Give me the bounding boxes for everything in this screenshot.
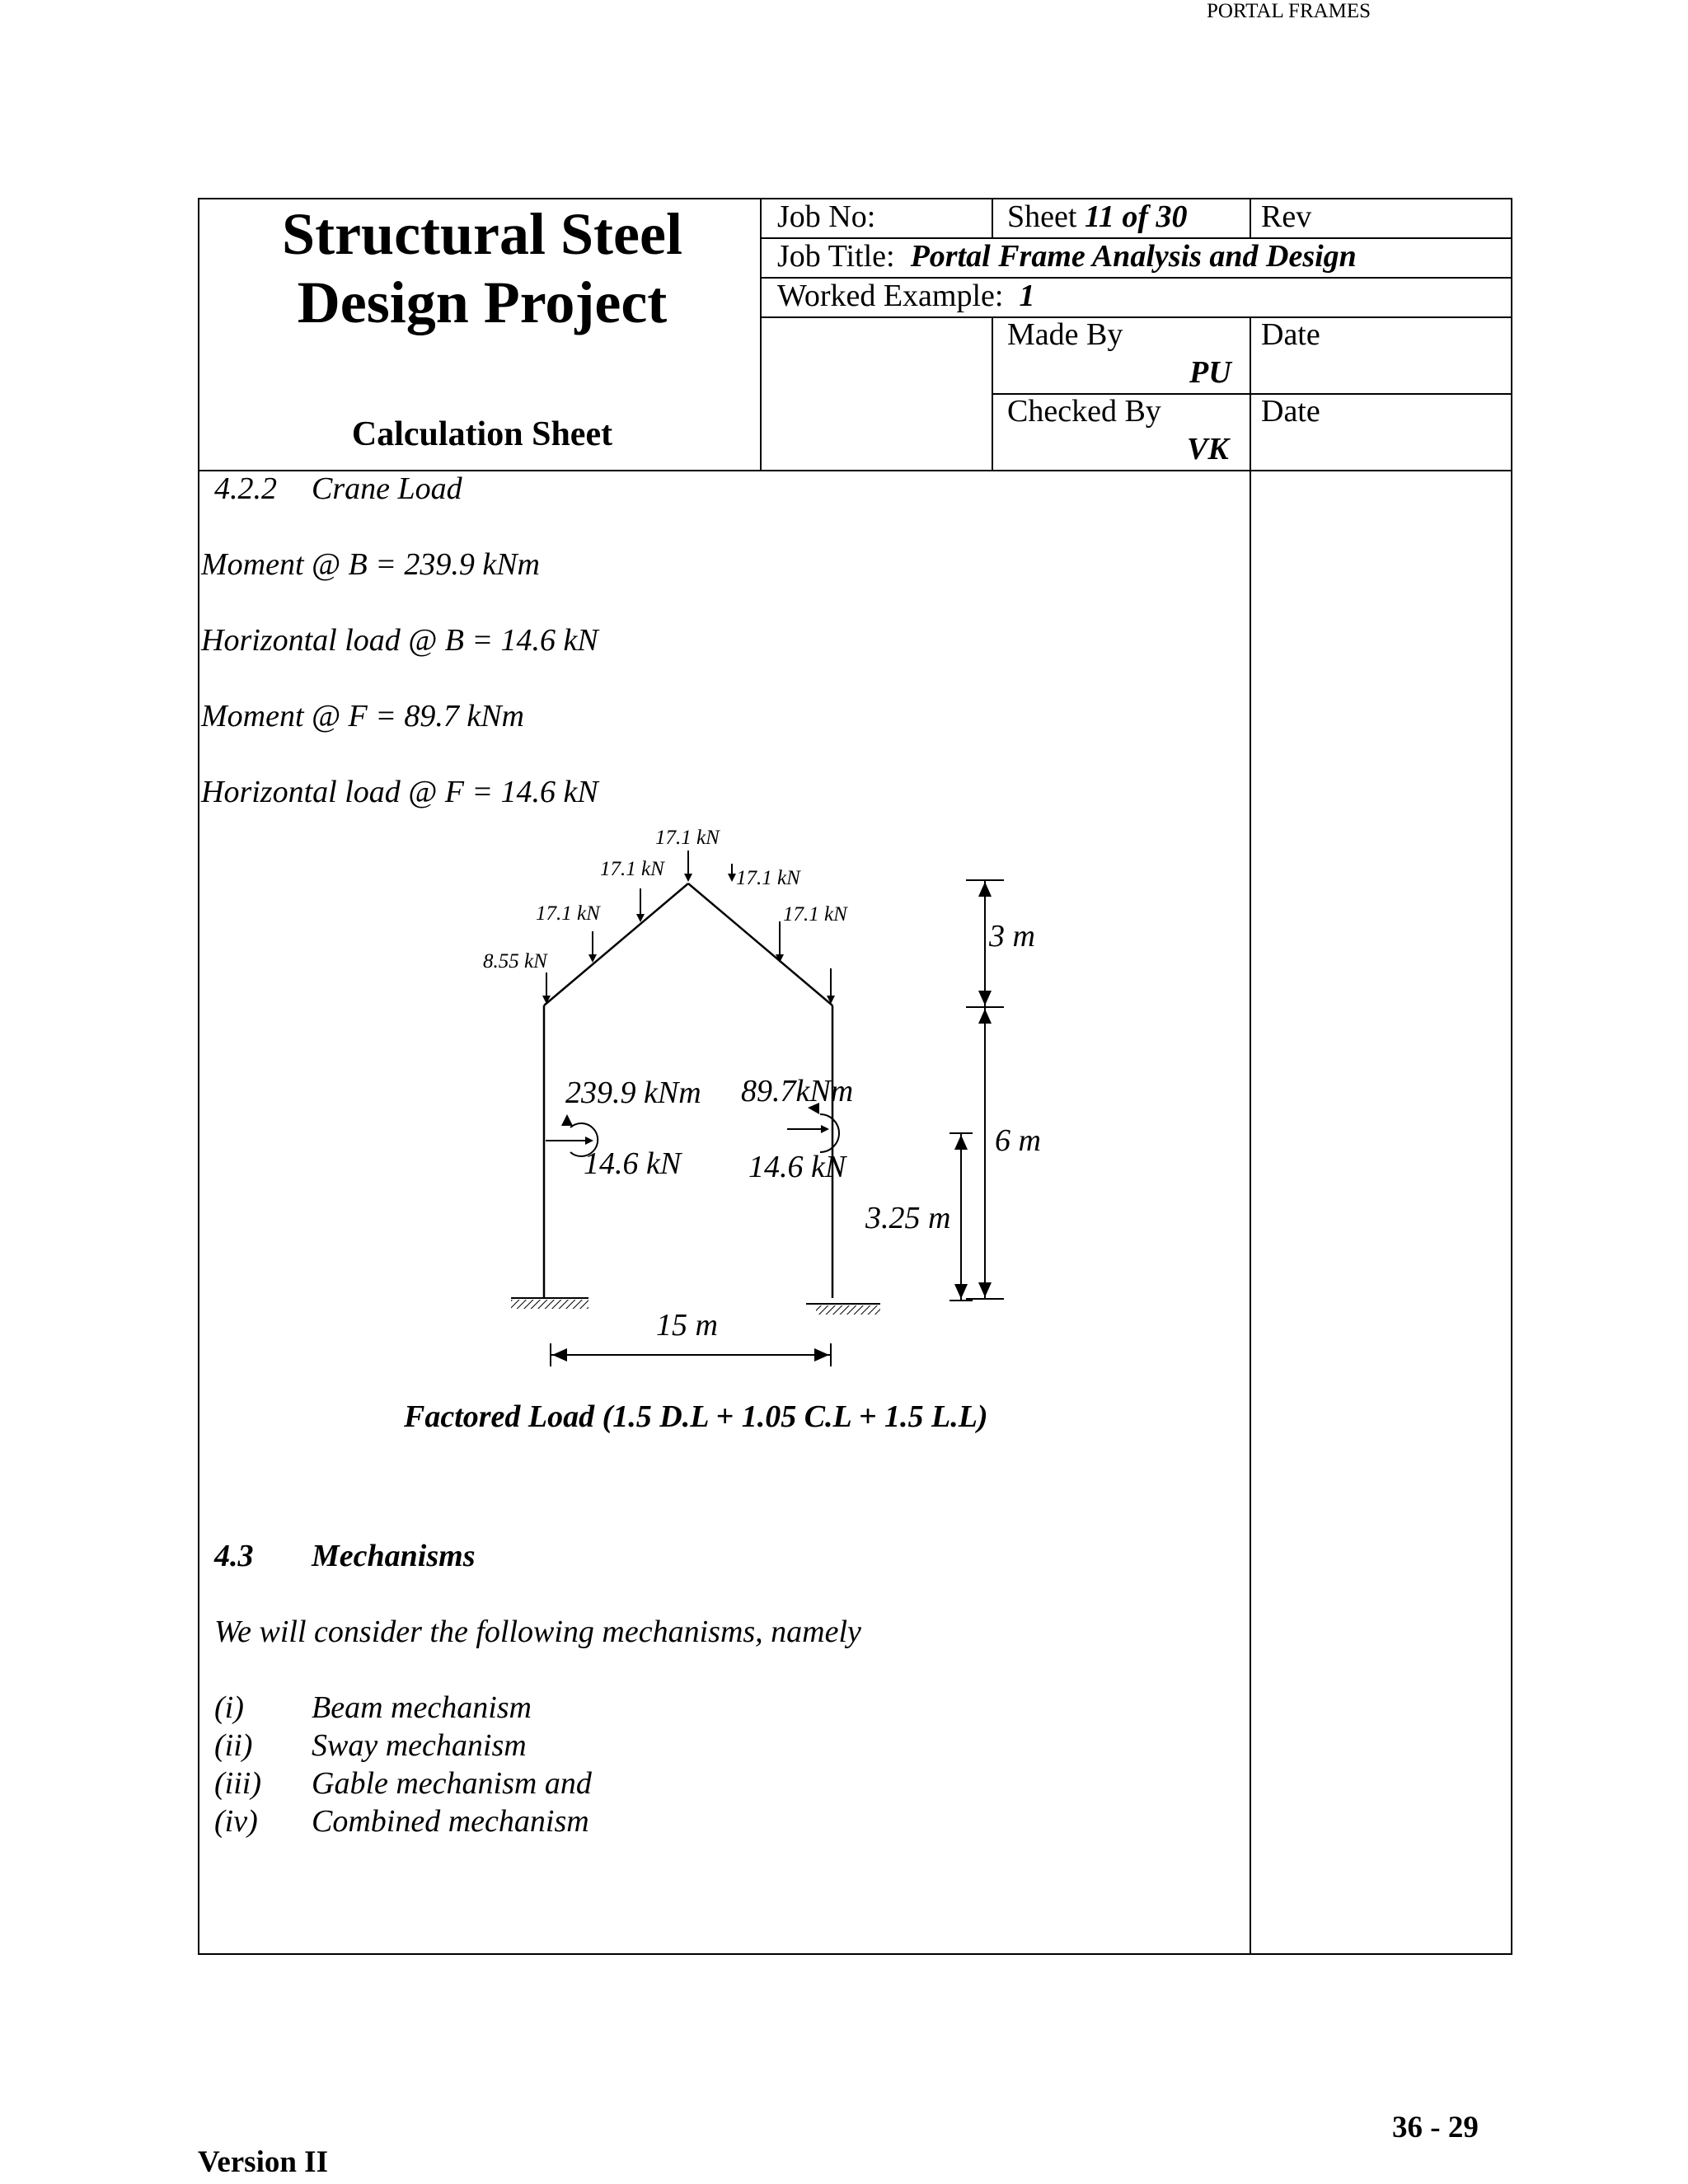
right-rafter	[688, 883, 832, 1005]
list-item-number: (iv)	[214, 1804, 258, 1839]
horizontal-load-left-label: 14.6 kN	[584, 1146, 682, 1181]
mid-load-label: 17.1 kN	[536, 902, 600, 925]
apex-load-label: 17.1 kN	[655, 827, 720, 849]
list-item: Gable mechanism and	[312, 1766, 592, 1801]
list-item-number: (ii)	[214, 1728, 253, 1763]
version-label: Version II	[198, 2145, 328, 2179]
dim-crane-height: 3.25 m	[865, 1201, 951, 1235]
checked-by-value: VK	[1187, 432, 1229, 466]
rev-label: Rev	[1261, 199, 1312, 234]
horizontal-load-right-label: 14.6 kN	[748, 1150, 846, 1184]
fixed-support-right	[806, 1304, 880, 1315]
job-title-value: Portal Frame Analysis and Design	[910, 239, 1357, 274]
sheet-label: Sheet	[1007, 199, 1077, 234]
job-title-label: Job Title:	[777, 239, 895, 274]
page-number: 36 - 29	[1392, 2111, 1479, 2144]
made-by-label: Made By	[1007, 317, 1123, 352]
sheet-type: Calculation Sheet	[351, 415, 613, 453]
upper-load-label: 17.1 kN	[600, 858, 664, 880]
checked-by-label: Checked By	[1007, 394, 1161, 429]
project-title-line2: Design Project	[297, 269, 668, 335]
dim-column-height: 6 m	[995, 1123, 1041, 1158]
list-item-number: (iii)	[214, 1766, 261, 1801]
moment-right-label: 89.7kNm	[741, 1074, 854, 1108]
list-item: Combined mechanism	[312, 1804, 589, 1839]
mechanisms-intro: We will consider the following mechanisms, namely	[214, 1615, 861, 1649]
list-item: Beam mechanism	[312, 1690, 532, 1725]
made-by-value: PU	[1189, 355, 1231, 390]
load-line: Horizontal load @ B = 14.6 kN	[201, 623, 598, 658]
job-no-label: Job No:	[777, 199, 876, 234]
worked-example-label: Worked Example:	[777, 279, 1004, 313]
section-number: 4.3	[214, 1539, 254, 1573]
dim-span: 15 m	[656, 1308, 718, 1343]
diagram-caption: Factored Load (1.5 D.L + 1.05 C.L + 1.5 L.L)	[404, 1399, 988, 1434]
project-title-line1: Structural Steel	[282, 201, 682, 267]
sheet-value: 11 of 30	[1084, 199, 1188, 234]
dimension-lines	[551, 880, 1004, 1366]
list-item: Sway mechanism	[312, 1728, 527, 1763]
date-label: Date	[1261, 394, 1320, 429]
section-title: Mechanisms	[312, 1539, 476, 1573]
dim-rafter-height: 3 m	[989, 919, 1035, 954]
fixed-support-left	[511, 1298, 588, 1309]
worked-example-value: 1	[1019, 279, 1035, 313]
moment-left-label: 239.9 kNm	[565, 1076, 701, 1110]
upper-load-label: 17.1 kN	[736, 867, 800, 889]
list-item-number: (i)	[214, 1690, 244, 1725]
date-label: Date	[1261, 317, 1320, 352]
mid-load-label: 17.1 kN	[783, 903, 847, 926]
running-header: PORTAL FRAMES	[1207, 0, 1372, 22]
section-title: Crane Load	[312, 471, 462, 506]
right-moment-symbol	[787, 1103, 839, 1152]
section-number: 4.2.2	[214, 471, 277, 506]
load-line: Moment @ F = 89.7 kNm	[201, 699, 524, 733]
eave-load-label: 8.55 kN	[483, 950, 547, 972]
load-line: Horizontal load @ F = 14.6 kN	[201, 775, 598, 809]
load-line: Moment @ B = 239.9 kNm	[201, 547, 540, 582]
